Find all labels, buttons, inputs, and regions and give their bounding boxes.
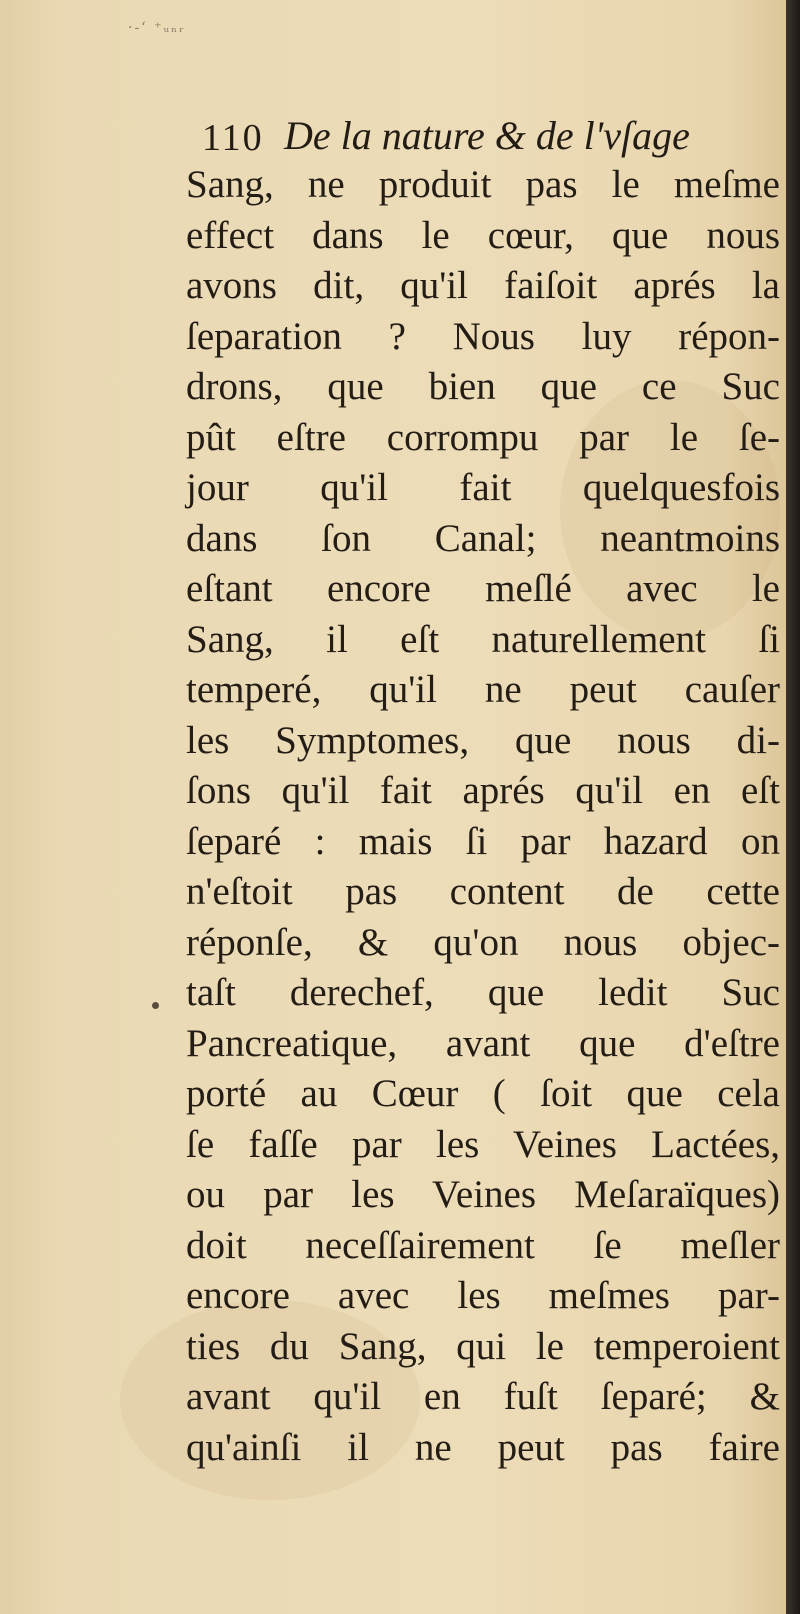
text-line: avons dit, qu'il faiſoit aprés la <box>186 264 780 307</box>
ink-dot <box>152 1002 159 1009</box>
text-line: qu'ainſi il ne peut pas faire <box>186 1425 780 1469</box>
text-line: porté au Cœur ( ſoit que cela <box>186 1072 780 1115</box>
text-line: ſons qu'il fait aprés qu'il en eſt <box>186 769 780 812</box>
text-line: ſe faſſe par les Veines Lactées, <box>186 1122 780 1166</box>
text-line: taſt derechef, que ledit Suc <box>186 971 780 1014</box>
corner-mark: ·-ʻ ⁺ᵤₙᵣ <box>128 20 186 36</box>
text-line: jour qu'il fait quelquesfois <box>186 466 780 509</box>
text-line: ſeparation ? Nous luy répon- <box>186 314 780 358</box>
text-line: Sang, il eſt naturellement ſi <box>186 617 780 661</box>
text-line: ou par les Veines Meſaraïques) <box>186 1173 780 1216</box>
text-line: n'eſtoit pas content de cette <box>186 870 780 913</box>
body-text <box>186 160 780 1473</box>
text-line: doit neceſſairement ſe meſler <box>186 1223 780 1267</box>
text-line: encore avec les meſmes par- <box>186 1274 780 1317</box>
text-line: Pancreatique, avant que d'eſtre <box>186 1021 780 1065</box>
text-line: drons, que bien que ce Suc <box>186 365 780 408</box>
page-edge <box>786 0 800 1614</box>
text-line: réponſe, & qu'on nous objec- <box>186 920 780 964</box>
text-line: les Symptomes, que nous di- <box>186 718 780 762</box>
text-line: ſeparé : mais ſi par hazard on <box>186 819 780 863</box>
text-line: avant qu'il en fuſt ſeparé; & <box>186 1375 780 1418</box>
text-line: ties du Sang, qui le temperoient <box>186 1324 780 1368</box>
page-number: 110 <box>202 117 264 159</box>
text-line: effect dans le cœur, que nous <box>186 213 780 257</box>
text-line: pût eſtre corrompu par le ſe- <box>186 415 780 459</box>
running-head: De la nature & de l'vſage <box>284 113 690 158</box>
text-line: eſtant encore meſlé avec le <box>186 567 780 610</box>
text-line: dans ſon Canal; neantmoins <box>186 516 780 560</box>
text-line: temperé, qu'il ne peut cauſer <box>186 668 780 711</box>
text-line: Sang, ne produit pas le meſme <box>186 163 780 206</box>
